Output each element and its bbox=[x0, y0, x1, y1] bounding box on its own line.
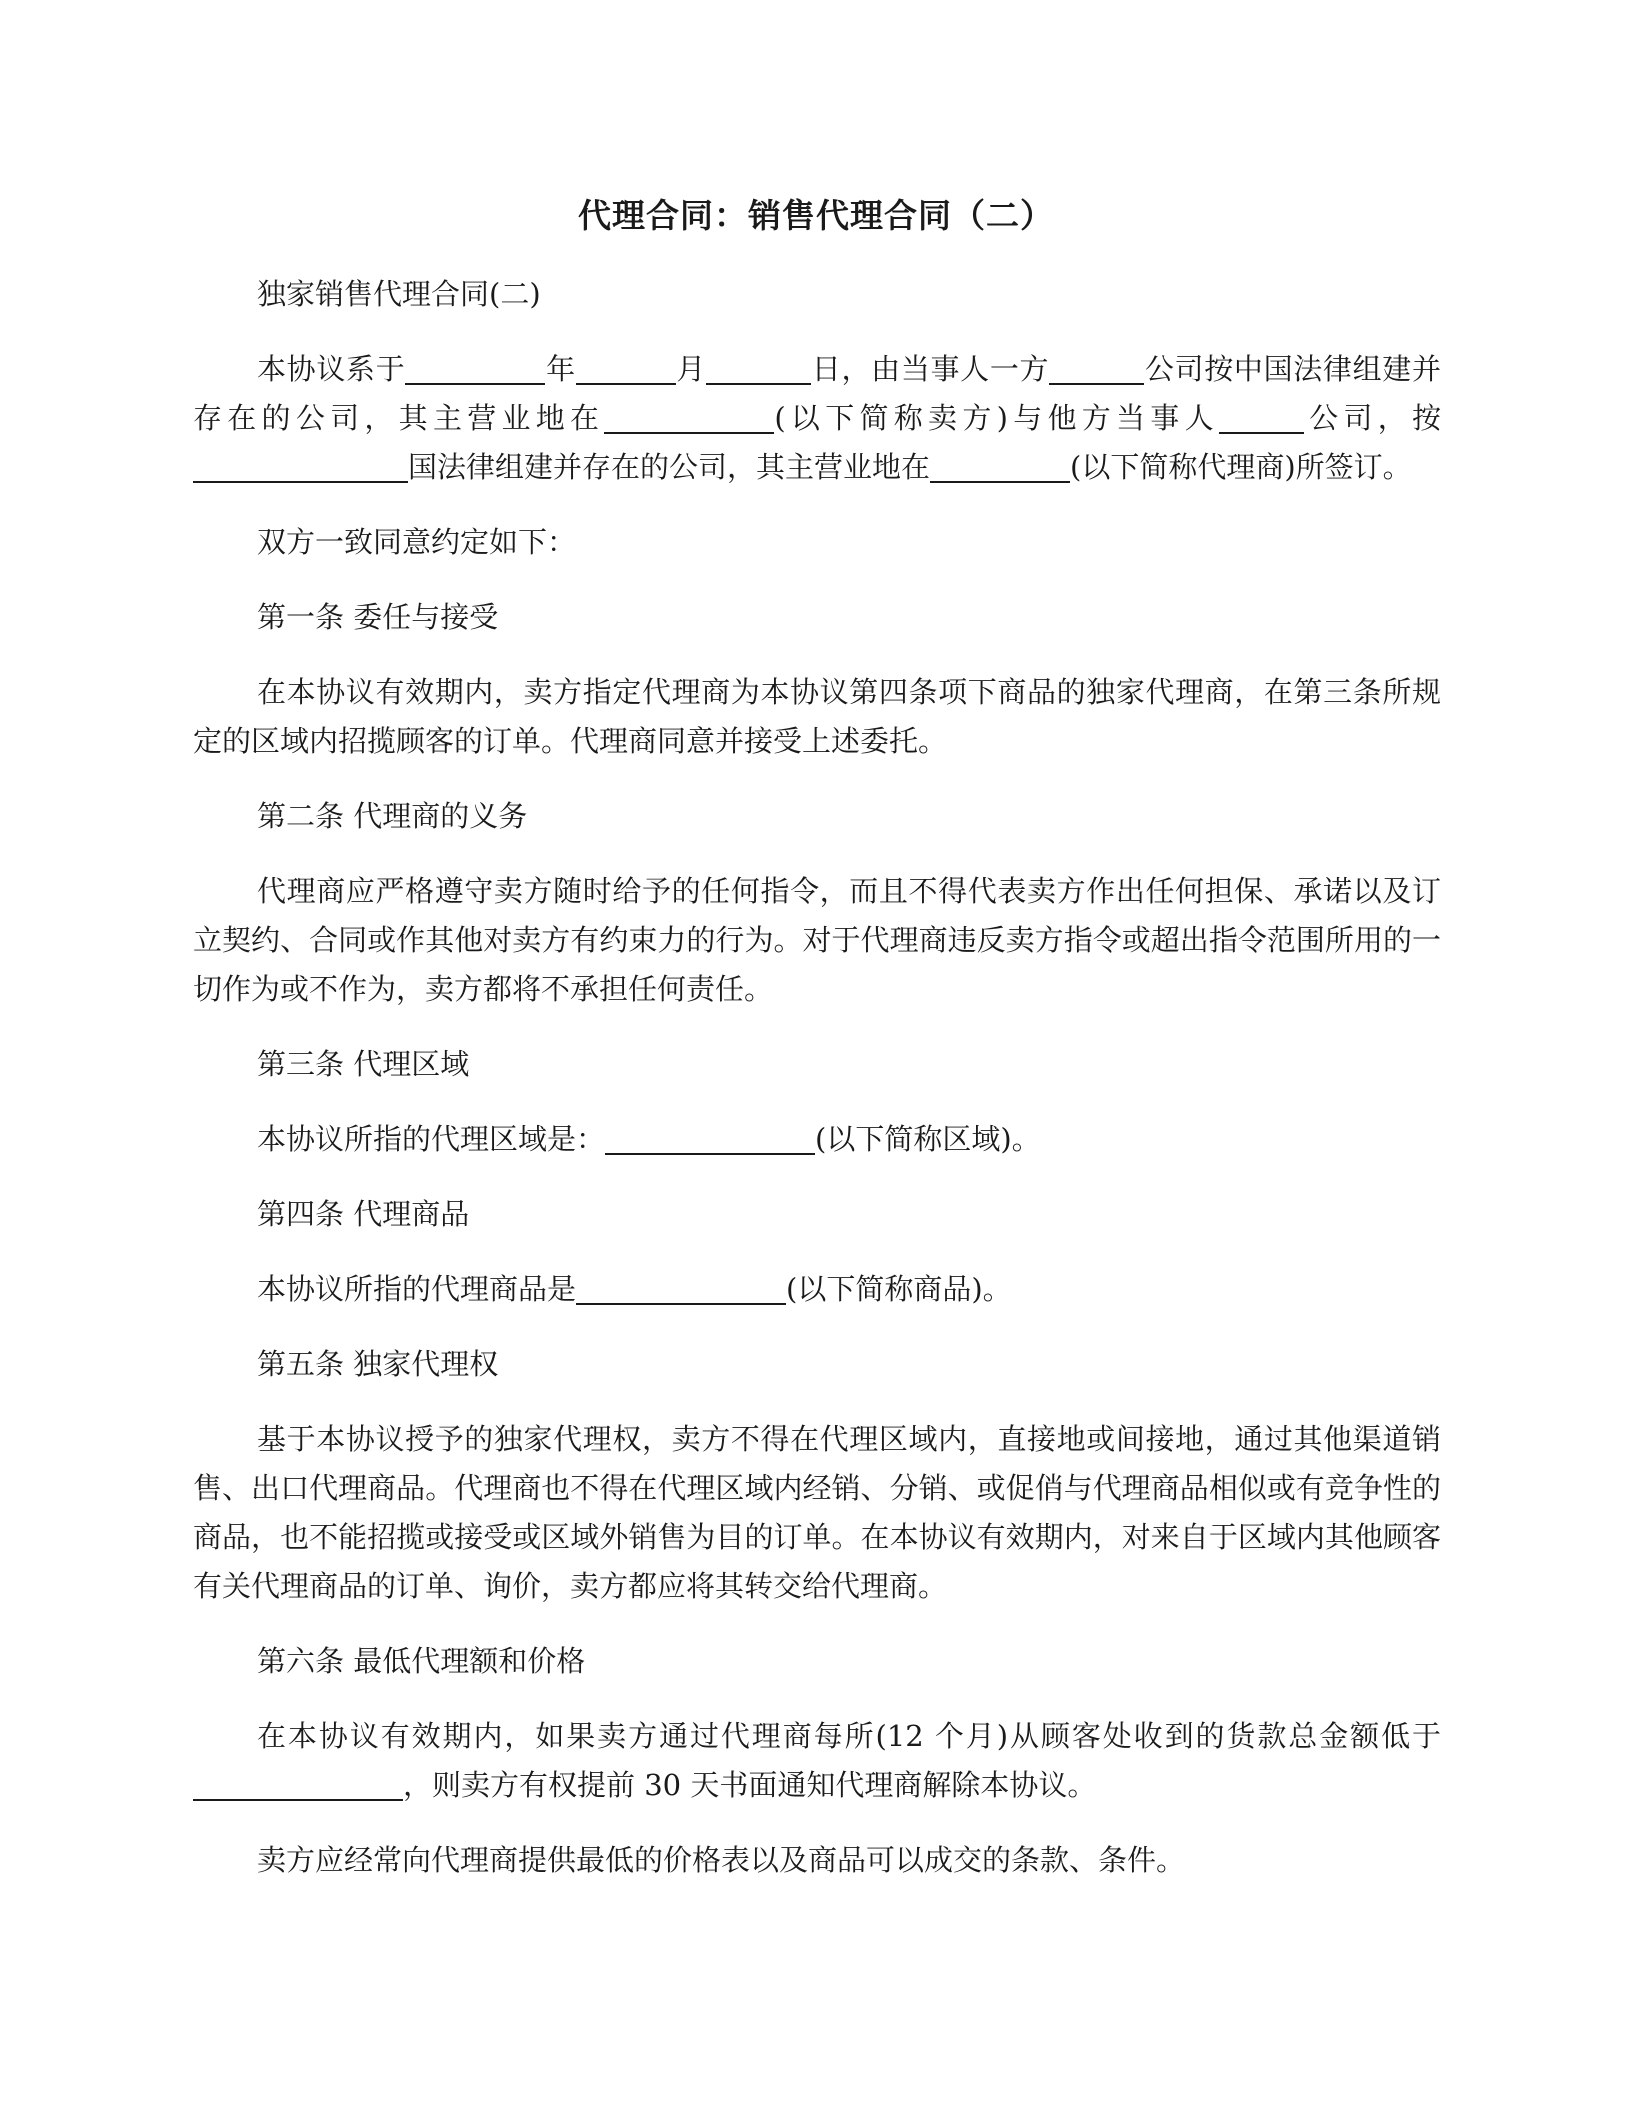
article-4-suffix: (以下简称商品)。 bbox=[786, 1272, 1012, 1306]
intro-text: 本协议系于 bbox=[257, 352, 406, 386]
article-6-heading: 第六条 最低代理额和价格 bbox=[257, 1644, 586, 1678]
article-3-heading: 第三条 代理区域 bbox=[257, 1047, 470, 1081]
blank-field bbox=[405, 353, 545, 385]
intro-text: 国法律组建并存在的公司，其主营业地在 bbox=[408, 450, 931, 484]
article-4-heading: 第四条 代理商品 bbox=[257, 1197, 470, 1231]
article-1-text: 在本协议有效期内，卖方指定代理商为本协议第四条项下商品的独家代理商，在第三条所规定的区域内招揽顾客的订单。代理商同意并接受上述委托。 bbox=[193, 675, 1441, 758]
blank-field bbox=[193, 451, 408, 483]
blank-field bbox=[576, 1273, 786, 1305]
document-subtitle: 独家销售代理合同(二) bbox=[257, 277, 541, 311]
blank-field bbox=[1049, 353, 1144, 385]
blank-field bbox=[605, 1123, 815, 1155]
article-6-text-2: 卖方应经常向代理商提供最低的价格表以及商品可以成交的条款、条件。 bbox=[257, 1843, 1186, 1877]
intro-text: 月 bbox=[675, 352, 707, 386]
blank-field bbox=[604, 402, 774, 434]
article-2-heading: 第二条 代理商的义务 bbox=[257, 799, 528, 833]
document-body bbox=[193, 270, 1441, 1911]
intro-text: 日，由当事人一方 bbox=[811, 352, 1050, 386]
intro-text: (以下简称卖方)与他方当事人 bbox=[774, 401, 1219, 435]
blank-field bbox=[576, 353, 676, 385]
article-3-text bbox=[193, 1115, 1441, 1164]
article-2-text: 代理商应严格遵守卖方随时给予的任何指令，而且不得代表卖方作出任何担保、承诺以及订立契约、合同或作其他对卖方有约束力的行为。对于代理商违反卖方指令或超出指令范围所用的一切作为或不作为，卖方都将不承担任何责任。 bbox=[193, 874, 1441, 1006]
agreement-line: 双方一致同意约定如下： bbox=[257, 525, 577, 559]
intro-text: 年 bbox=[545, 352, 576, 386]
document-title: 代理合同：销售代理合同（二） bbox=[578, 196, 1054, 235]
article-5-heading: 第五条 独家代理权 bbox=[257, 1347, 499, 1381]
intro-paragraph bbox=[193, 345, 1441, 492]
article-4-text bbox=[193, 1265, 1441, 1314]
article-5-text: 基于本协议授予的独家代理权，卖方不得在代理区域内，直接地或间接地，通过其他渠道销售、出口代理商品。代理商也不得在代理区域内经销、分销、或促俏与代理商品相似或有竞争性的商品，也不能招揽或接受或区域外销售为目的订单。在本协议有效期内，对来自于区域内其他顾客有关代理商品的订单、询价，卖方都应将其转交给代理商。 bbox=[193, 1422, 1441, 1603]
intro-text: 公司，按 bbox=[1303, 401, 1441, 435]
article-1-heading: 第一条 委任与接受 bbox=[257, 600, 499, 634]
article-4-label: 本协议所指的代理商品是 bbox=[257, 1272, 577, 1306]
article-3-suffix: (以下简称区域)。 bbox=[815, 1122, 1041, 1156]
article-6-text bbox=[193, 1712, 1441, 1810]
intro-text: 公司按中国法律组建并存在的公司，其主营业地在 bbox=[193, 352, 1441, 435]
blank-field bbox=[1219, 402, 1304, 434]
blank-field bbox=[930, 451, 1070, 483]
article-6-label: 在本协议有效期内，如果卖方通过代理商每所(12 个月)从顾客处收到的货款总金额低于 bbox=[257, 1719, 1441, 1753]
article-6-suffix: ，则卖方有权提前 30 天书面通知代理商解除本协议。 bbox=[403, 1768, 1097, 1802]
intro-text: (以下简称代理商)所签订。 bbox=[1070, 450, 1412, 484]
blank-field bbox=[193, 1769, 403, 1801]
blank-field bbox=[706, 353, 811, 385]
article-3-label: 本协议所指的代理区域是： bbox=[257, 1122, 606, 1156]
